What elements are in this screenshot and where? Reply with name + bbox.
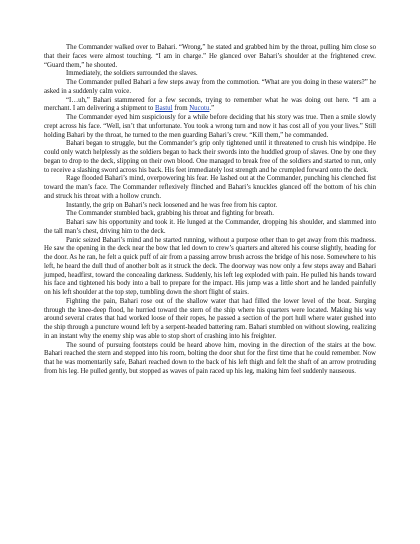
paragraph-text: Rage flooded Bahari’s mind, overpowering his fear. He lashed out at the Commander, punching his clenched fist toward the man’s face. The Commander reflexively flinched and Bahari’s knuckles glanced off the bottom of his chin and struck his throat with a hollow crunch. (44, 175, 376, 200)
paragraph (44, 210, 376, 219)
place-link[interactable]: Bastul (155, 105, 173, 113)
paragraph-text: Immediately, the soldiers surrounded the slaves. (66, 70, 198, 78)
paragraph-text: The Commander eyed him suspiciously for a while before deciding that his story was true. Then a smile slowly crept across his face. “Well, isn’t that unfortunate. You took a wrong turn and now it has cost all of you your lives.” Still holding Bahari by the throat, he turned to the men guarding Bahari’s crew. “Kill them,” he commanded. (44, 114, 376, 139)
paragraph (44, 79, 376, 97)
paragraph-text: Bahari saw his opportunity and took it. He lunged at the Commander, dropping his shoulder, and slammed into the tall man’s chest, driving him to the deck. (44, 219, 376, 235)
paragraph (44, 237, 376, 298)
paragraph (44, 175, 376, 201)
paragraph-text: The Commander walked over to Bahari. “Wrong,” he stated and grabbed him by the throat, pulling him close so that their faces were almost touching. “I am in charge.” He glanced over Bahari’s shoulder at the frightened crew. “Guard them,” he shouted. (44, 44, 376, 69)
paragraph (44, 298, 376, 342)
paragraph-text: Panic seized Bahari’s mind and he started running, without a purpose other than to get away from this madness. He saw the opening in the deck near the bow that led down to crew’s quarters and altered his course slightly, heading for the door. As he ran, he felt a quick puff of air from a passing arrow brush across the bridge of his nose. Somewhere to his left, he heard the dull thud of another bolt as it struck the deck. The doorway was now only a few steps away and Bahari jumped, headfirst, toward the concealing darkness. Suddenly, his left leg exploded with pain. He pulled his hands toward his face and tightened his body into a ball to prepare for the impact. His jump was a little short and he landed painfully on his left shoulder at the top step, tumbling down the short flight of stairs. (44, 236, 376, 296)
story-text (44, 44, 376, 377)
paragraph-text: Bahari began to struggle, but the Commander’s grip only tightened until it threatened to crush his windpipe. He could only watch helplessly as the soldiers began to hack their swords into the huddled group of slaves. One by one they began to drop to the deck, slipping on their own blood. One managed to break free of the soldiers and started to run, only to receive a slashing sword across his back. His feet immediately lost strength and he crumpled forward onto the deck. (44, 140, 376, 174)
paragraph (44, 342, 376, 377)
paragraph-text: from (172, 105, 190, 113)
paragraph-text: Instantly, the grip on Bahari’s neck loosened and he was free from his captor. (66, 201, 278, 209)
place-link[interactable]: Nucotu (189, 105, 210, 113)
paragraph-text: The Commander stumbled back, grabbing his throat and fighting for breath. (66, 210, 274, 218)
paragraph-text: Fighting the pain, Bahari rose out of the shallow water that had filled the lower level of the boat. Surging through the knee-deep flood, he hurried toward the stern of the ship where his quarters were located. Making his way around several crates that had worked loose of their ropes, he passed a section of the port hull where water gushed into the ship through a puncture wound left by a serpent-headed battering ram. Bahari stumbled on without slowing, realizing in an instant why the enemy ship was able to stop short of crashing into his freighter. (44, 297, 376, 340)
paragraph-text: “I…uh,” Bahari stammered for a few seconds, trying to remember what he was doing out here. “I am a merchant. I am delivering a shipment to (44, 96, 376, 113)
paragraph (44, 202, 376, 211)
paragraph (44, 70, 376, 79)
paragraph (44, 97, 376, 115)
paragraph (44, 219, 376, 237)
paragraph-text: .” (209, 105, 215, 113)
paragraph (44, 140, 376, 175)
paragraph (44, 114, 376, 140)
paragraph (44, 44, 376, 70)
paragraph-text: The sound of pursuing footsteps could be heard above him, moving in the direction of the stairs at the bow. Bahari reached the stern and stepped into his room, bolting the door shut for the first time that he could remember. Now that he was momentarily safe, Bahari reached down to the back of his left thigh and felt the shaft of an arrow protruding from his leg. He pulled gently, but stopped as waves of pain raced up his leg, making him feel suddenly nauseous. (44, 341, 376, 375)
paragraph-text: The Commander pulled Bahari a few steps away from the commotion. “What are you doing in these waters?” he asked in a suddenly calm voice. (44, 79, 376, 95)
